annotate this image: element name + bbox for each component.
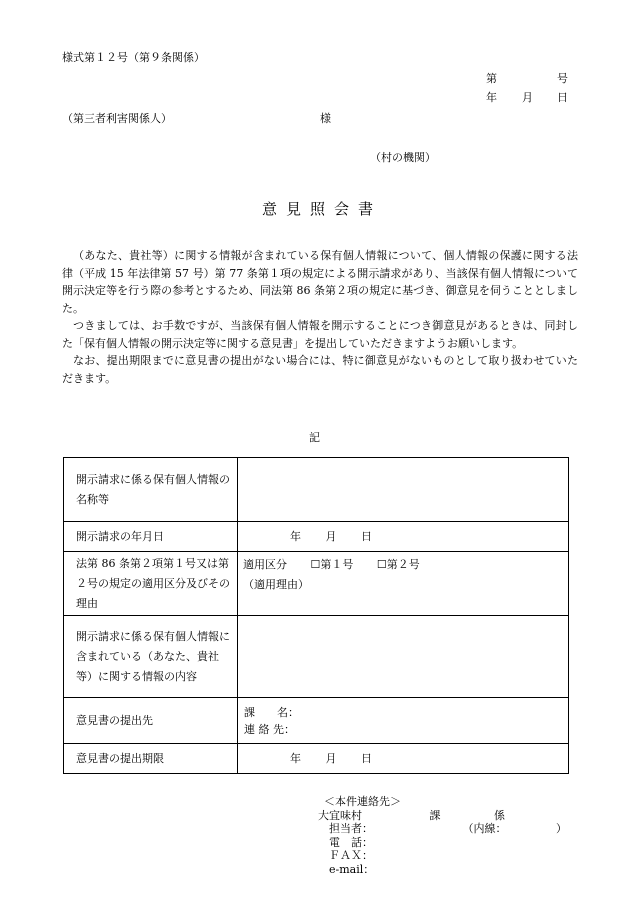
row3-option2[interactable]: ☐第２号 <box>376 558 420 571</box>
contact-block <box>318 795 567 876</box>
row4-label: 開示請求に係る保有個人情報に含まれている（あなた、貴社等）に関する情報の内容 <box>64 616 238 698</box>
form-number: 様式第１２号（第９条関係） <box>62 51 205 64</box>
date-year: 年 <box>486 91 497 104</box>
contact-org: 大宜味村 <box>318 808 362 822</box>
table-row <box>64 522 569 552</box>
inquiry-table <box>63 457 569 774</box>
row3-category: 適用区分 <box>243 558 287 571</box>
table-row <box>64 698 569 744</box>
row2-year: 年 <box>290 529 301 543</box>
row6-day: 日 <box>361 751 372 765</box>
contact-org-line <box>318 809 567 823</box>
date-month: 月 <box>522 91 533 104</box>
sender-name: （村の機関） <box>370 151 436 164</box>
row3-option1[interactable]: ☐第１号 <box>310 558 354 571</box>
row3-value <box>238 552 569 616</box>
body-text <box>62 247 578 387</box>
row3-reason: （適用理由） <box>243 578 309 591</box>
row1-value <box>238 458 569 522</box>
body-paragraph-2: つきましては、お手数ですが、当該保有個人情報を開示することにつき御意見があるときは、同封した「保有個人情報の開示決定等に関する意見書」を提出していただきますようお願いします。 <box>62 319 578 350</box>
row5-value <box>238 698 569 744</box>
row1-label: 開示請求に係る保有個人情報の名称等 <box>64 458 238 522</box>
addressee-honorific: 様 <box>320 112 331 125</box>
contact-person-line <box>329 822 567 836</box>
row2-value <box>238 522 569 552</box>
doc-number-suffix: 号 <box>557 72 568 85</box>
table-row <box>64 744 569 774</box>
contact-section: 課 <box>429 808 441 822</box>
row6-value <box>238 744 569 774</box>
document-title: 意見照会書 <box>262 200 383 218</box>
table-row <box>64 552 569 616</box>
row6-year: 年 <box>290 751 301 765</box>
row2-month: 月 <box>325 529 337 543</box>
row6-month: 月 <box>325 751 337 765</box>
contact-subsection: 係 <box>494 808 505 822</box>
contact-person-label: 担当者： <box>329 822 373 835</box>
row5-label: 意見書の提出先 <box>64 698 238 744</box>
contact-phone-label: 電 話： <box>329 835 373 849</box>
body-paragraph-1: （あなた、貴社等）に関する情報が含まれている保有個人情報について、個人情報の保護に関する法律（平成 15 年法律第 57 号）第 77 条第１項の規定による開示請求があり、当該保有個人情報について開示決定等を行う際の参考とするため、同法第 86 条第２項の規定に基づき、御意見を伺うこととしました。 <box>62 249 578 315</box>
contact-fax-label: ＦＡＸ： <box>329 849 373 862</box>
row5-contact: 連 絡 先： <box>244 722 295 736</box>
body-paragraph-3: なお、提出期限までに意見書の提出がない場合には、特に御意見がないものとして取り扱わせていただきます。 <box>62 354 578 385</box>
contact-header: ＜本件連絡先＞ <box>324 795 401 808</box>
row4-value <box>238 616 569 698</box>
addressee-name: （第三者利害関係人） <box>62 112 172 125</box>
row6-label: 意見書の提出期限 <box>64 744 238 774</box>
doc-number-prefix: 第 <box>486 72 497 85</box>
date-day: 日 <box>557 91 568 104</box>
row5-section: 課 名： <box>244 705 299 719</box>
table-row <box>64 458 569 522</box>
table-row <box>64 616 569 698</box>
row3-label: 法第 86 条第２項第１号又は第２号の規定の適用区分及びその理由 <box>64 552 238 616</box>
row2-label: 開示請求の年月日 <box>64 522 238 552</box>
ki-heading: 記 <box>309 431 320 444</box>
contact-extension: （内線： ） <box>462 822 567 835</box>
row2-day: 日 <box>361 529 372 543</box>
contact-email-label: e-mail： <box>329 862 375 876</box>
